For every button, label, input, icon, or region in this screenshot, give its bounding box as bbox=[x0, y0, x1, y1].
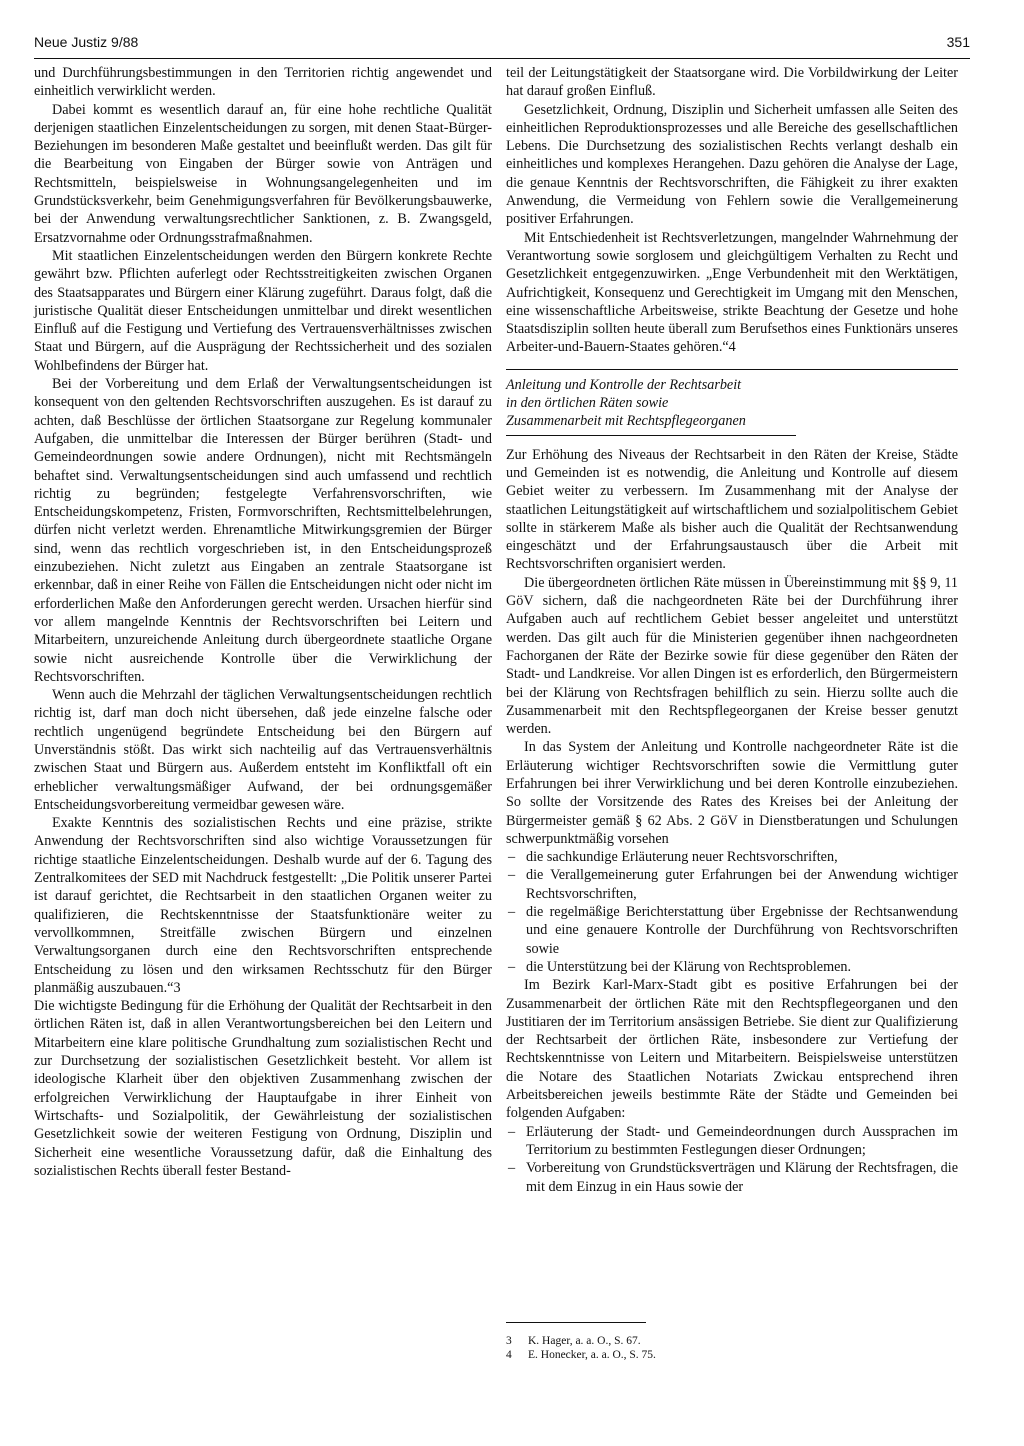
footnote-text: E. Honecker, a. a. O., S. 75. bbox=[528, 1349, 656, 1361]
page-header bbox=[34, 34, 970, 56]
paragraph: Exakte Kenntnis des sozialistischen Rechts und eine präzise, strikte Anwendung der Rechtsvorschriften sind also wichtige Voraussetzungen für richtige staatliche Einzelentscheidungen. Deshalb wurde auf der 6. Tagung des Zentralkomitees der SED mit Nachdruck festgestellt: „Die Politik unserer Partei ist darauf gerichtet, die Rechtsarbeit in den staatlichen Organen weiter zu qualifizieren, die Rechtskenntnisse der Staatsfunktionäre weiter zu vervollkommnen, Streitfälle zwischen Bürgern und einzelnen Verwaltungsorganen durch eine den Rechtsvorschriften entsprechende Entscheidung zu lösen und den wirksamen Rechtsschutz für den Bürger planmäßig auszubauen.“3 bbox=[34, 815, 492, 996]
list-item: – die Unterstützung bei der Klärung von Rechtsproblemen. bbox=[506, 958, 958, 976]
journal-title: Neue Justiz 9/88 bbox=[34, 34, 139, 50]
footnote-number: 4 bbox=[506, 1349, 512, 1361]
paragraph: Bei der Vorbereitung und dem Erlaß der Verwaltungsentscheidungen ist konsequent von den geltenden Rechtsvorschriften auszugehen. Es ist darauf zu achten, daß Beschlüsse der örtlichen Staatsorgane zur Regelung kommunaler Aufgaben, die unmittelbar die Interessen der Bürger berühren (Stadt- und Gemeindeordnungen sowie andere Ordnungen), nicht mit Rechtsmängeln behaftet sind. Verwaltungsentscheidungen sind auch umfassend und rechtlich richtig zu begründen; festgelegte Verfahrensvorschriften, wie Entscheidungskompetenz, Fristen, Formvorschriften, Rechtsmittelbelehrungen, dürfen nicht verletzt werden. Ehrenamtliche Mitwirkungsgremien der Bürger sind, wenn das rechtlich vorgeschrieben ist, in den Entscheidungsprozeß einzubeziehen. Nicht zuletzt aus Eingaben an zentrale Staatsorgane ist erkennbar, daß in einer Reihe von Fällen die Entscheidungen nicht oder nicht im erforderlichen Maße den Anforderungen gerecht werden. Ursachen hierfür sind vor allem mangelnde Kenntnis der Rechtsvorschriften bei Leitern und Mitarbeitern, unzureichende Anleitung durch übergeordnete staatliche Organe sowie nicht ausreichende Kontrolle über die Verwirklichung der Rechtsvorschriften. bbox=[34, 376, 492, 685]
paragraph: Mit staatlichen Einzelentscheidungen werden den Bürgern konkrete Rechte gewährt bzw. Pflichten auferlegt oder Rechtsstreitigkeiten zwischen Organen des Staatsapparates und Bürgern einer Klärung zugeführt. Daraus folgt, daß die juristische Qualität dieser Entscheidungen unmittelbar und direkt wesentlichen Einfluß auf die Festigung und Vertiefung des Vertrauensverhältnisses zwischen Staat und Bürgern, auf die Ausprägung der Rechtssicherheit und des sozialen Wohlbefindens der Bürger hat. bbox=[34, 247, 492, 374]
section-heading-rule bbox=[506, 435, 796, 436]
paragraph: Im Bezirk Karl-Marx-Stadt gibt es positive Erfahrungen bei der Zusammenarbeit der örtlichen Räte mit den Rechtspflegeorganen und den Justitiaren der im Territorium ansässigen Betriebe. Sie dient zur Qualifizierung der Rechtsarbeit der örtlichen Räte, insbesondere zur Vertiefung der Rechtskenntnisse von Leitern und Mitarbeitern. Beispielsweise unterstützen die Notare des Staatlichen Notariats Zwickau entsprechend ihren Arbeitsbereichen jeweils bestimmte Räte der Städte und Gemeinden bei folgenden Aufgaben: bbox=[506, 977, 958, 1122]
list-item: – die Verallgemeinerung guter Erfahrungen bei der Anwendung wichtiger Rechtsvorschriften, bbox=[506, 866, 958, 903]
paragraph: teil der Leitungstätigkeit der Staatsorgane wird. Die Vorbildwirkung der Leiter hat darauf großen Einfluß. bbox=[506, 65, 958, 100]
section-heading bbox=[506, 369, 958, 436]
left-column bbox=[34, 64, 492, 1180]
right-column bbox=[506, 64, 958, 1196]
list-item: – Vorbereitung von Grundstücksverträgen und Klärung der Rechtsfragen, die mit dem Einzug in ein Haus sowie der bbox=[506, 1159, 958, 1196]
paragraph: Die wichtigste Bedingung für die Erhöhung der Qualität der Rechtsarbeit in den örtlichen Räten ist, daß in allen Verantwortungsbereichen bei den Leitern und Mitarbeitern eine klare politische Grundhaltung zum sozialistischen Recht und zur Durchsetzung der sozialistischen Gesetzlichkeit besteht. Vor allem ist ideologische Klarheit über den objektiven Zusammenhang zwischen der erfolgreichen Verwirklichung der Hauptaufgabe in ihrer Einheit von Wirtschafts- und Sozialpolitik, der Gewährleistung der sozialistischen Gesetzlichkeit sowie der weiteren Festigung von Ordnung, Disziplin und Sicherheit eine wesentliche Voraussetzung dafür, daß die Einhaltung des sozialistischen Rechts überall fester Bestand- bbox=[34, 998, 492, 1179]
paragraph: und Durchführungsbestimmungen in den Territorien richtig angewendet und einheitlich verwirklicht werden. bbox=[34, 65, 492, 100]
footnote bbox=[506, 1334, 958, 1348]
footnote-number: 3 bbox=[506, 1335, 512, 1347]
footnote-text: K. Hager, a. a. O., S. 67. bbox=[528, 1335, 641, 1347]
paragraph: Zur Erhöhung des Niveaus der Rechtsarbeit in den Räten der Kreise, Städte und Gemeinden ist es notwendig, die Anleitung und Kontrolle auf diesem Gebiet weiter zu verbessern. Im Zusammenhang mit der Analyse der staatlichen Leitungstätigkeit auf wirtschaftlichem und sozialpolitischem Gebiet sollte in stärkerem Maße als bisher auch die Qualität der Rechtsanwendung eingeschätzt und der Erfahrungsaustausch über die Arbeit mit Rechtsvorschriften organisiert werden. bbox=[506, 446, 958, 573]
paragraph: Gesetzlichkeit, Ordnung, Disziplin und Sicherheit umfassen alle Seiten des einheitlichen Reproduktionsprozesses und alle Bereiche des gesellschaftlichen Lebens. Die Durchsetzung des sozialistischen Rechts verlangt deshalb ein einheitliches und komplexes Herangehen. Dazu gehören die Analyse der Lage, die genaue Kenntnis der Rechtsvorschriften, die Fähigkeit zu ihrer exakten Anwendung, die Vermeidung von Fehlern sowie die Verallgemeinerung positiver Erfahrungen. bbox=[506, 101, 958, 228]
section-heading-line: Zusammenarbeit mit Rechtspflegeorganen bbox=[506, 413, 746, 430]
footnote bbox=[506, 1348, 958, 1362]
page-number: 351 bbox=[946, 34, 970, 50]
list-item: – die regelmäßige Berichterstattung über Ergebnisse der Rechtsanwendung und eine genauere Kontrolle der Durchführung von Rechtsvorschriften sowie bbox=[506, 903, 958, 958]
paragraph: Die übergeordneten örtlichen Räte müssen in Übereinstimmung mit §§ 9, 11 GöV sichern, daß die nachgeordneten Räte bei der Durchführung ihrer Aufgaben auch auf rechtlichem Gebiet besser angeleitet und unterstützt werden. Das gilt auch für die Ministerien gegenüber ihnen nachgeordneten Fachorganen der Räte der Bezirke sowie für diese gegenüber den Räten der Stadt- und Landkreise. Vor allen Dingen ist es erforderlich, den Bürgermeistern bei der Klärung von Rechtsfragen behilflich zu sein. Hierzu sollte auch die Zusammenarbeit mit den Rechtspflegeorganen der Kreise besser genutzt werden. bbox=[506, 574, 958, 738]
list-item: – die sachkundige Erläuterung neuer Rechtsvorschriften, bbox=[506, 848, 958, 866]
footnotes bbox=[506, 1334, 958, 1362]
section-heading-line: Anleitung und Kontrolle der Rechtsarbeit bbox=[506, 376, 742, 393]
paragraph: Dabei kommt es wesentlich darauf an, für eine hohe rechtliche Qualität derjenigen staatlichen Einzelentscheidungen zu sorgen, mit denen Staat-Bürger-Beziehungen im besonderen Maße gestaltet und beeinflußt werden. Das gilt für die Bearbeitung von Eingaben der Bürger sowie von Anträgen und Rechtsmitteln, beispielsweise in Wohnungsangelegenheiten und im Grundstücksverkehr, beim Genehmigungsverfahren für Bevölkerungsbauwerke, bei der Anwendung verwaltungsrechtlicher Sanktionen, z. B. Zwangsgeld, Ersatzvornahme oder Ordnungsstrafmaßnahmen. bbox=[34, 101, 492, 246]
paragraph: In das System der Anleitung und Kontrolle nachgeordneter Räte ist die Erläuterung wichtiger Rechtsvorschriften sowie die Vermittlung guter Erfahrungen bei ihrer Verwirklichung und bei deren Kontrolle einzubeziehen. So sollte der Vorsitzende des Rates des Kreises bei der Anleitung der Bürgermeister gemäß § 62 Abs. 2 GöV in Dienstberatungen und Schulungen schwerpunktmäßig vorsehen bbox=[506, 739, 958, 847]
section-heading-line: in den örtlichen Räten sowie bbox=[506, 395, 669, 412]
paragraph: Wenn auch die Mehrzahl der täglichen Verwaltungsentscheidungen rechtlich richtig ist, darf man doch nicht übersehen, daß jede einzelne falsche oder rechtlich ungenügend begründete Entscheidung bei den Bürgern auf Unverständnis stößt. Das wirkt sich nachteilig auf das Vertrauensverhältnis zwischen Staat und Bürgern aus. Außerdem entsteht im Konfliktfall oft ein erheblicher verwaltungsmäßiger Aufwand, der bei ordnungsgemäßer Entscheidungsvorbereitung vermeidbar gewesen wäre. bbox=[34, 687, 492, 813]
dash-list bbox=[506, 1123, 958, 1196]
paragraph: Mit Entschiedenheit ist Rechtsverletzungen, mangelnder Wahrnehmung der Verantwortung sowie sorglosem und gleichgültigem Verhalten zu Recht und Gesetzlichkeit entgegenzuwirken. „Enge Verbundenheit mit den Werktätigen, Aufrichtigkeit, Konsequenz und Gerechtigkeit im Umgang mit den Menschen, eine wissenschaftliche Arbeitsweise, strikte Beachtung der Gesetze und hohe Staatsdisziplin sollten heute überall zum Berufsethos eines Funktionärs unseres Arbeiter-und-Bauern-Staates gehören.“4 bbox=[506, 229, 958, 356]
footnote-rule bbox=[506, 1322, 646, 1323]
header-rule bbox=[34, 58, 970, 59]
dash-list bbox=[506, 848, 958, 976]
list-item: – Erläuterung der Stadt- und Gemeindeordnungen durch Aussprachen im Territorium zu bestimmten Festlegungen dieser Ordnungen; bbox=[506, 1123, 958, 1160]
